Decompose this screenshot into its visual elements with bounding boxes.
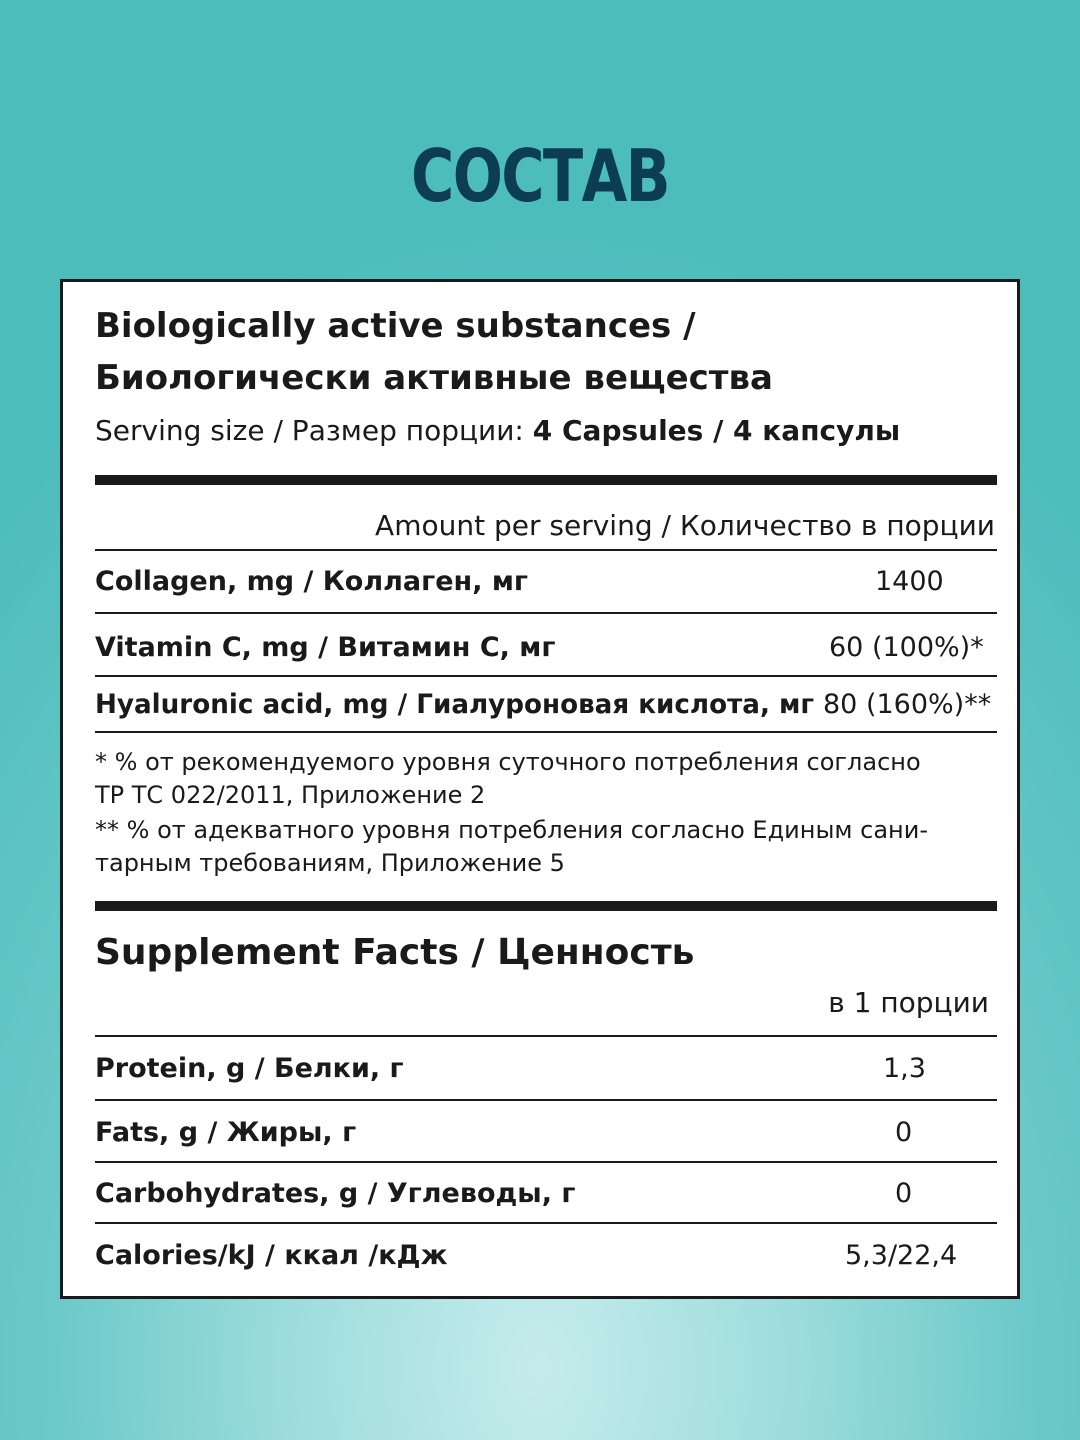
serving-size-value: 4 Capsules / 4 капсулы bbox=[532, 414, 901, 447]
facts-row-value: 0 bbox=[895, 1178, 913, 1209]
bas-row-value: 60 (100%)* bbox=[829, 632, 984, 663]
per-portion-header: в 1 порции bbox=[828, 986, 989, 1019]
bas-row-value: 80 (160%)** bbox=[823, 689, 992, 720]
nutrition-panel bbox=[60, 279, 1020, 1299]
facts-row-value: 0 bbox=[895, 1117, 913, 1148]
footnote-line: * % от рекомендуемого уровня суточного потребления согласно bbox=[95, 748, 921, 776]
page-title: СОСТАВ bbox=[411, 134, 669, 218]
bas-row-label: Collagen, mg / Коллаген, мг bbox=[95, 566, 529, 597]
supplement-facts-heading: Supplement Facts / Ценность bbox=[95, 932, 695, 973]
amount-per-serving-header: Amount per serving / Количество в порции bbox=[375, 509, 995, 542]
footnote-line: ТР ТС 022/2011, Приложение 2 bbox=[95, 781, 486, 809]
footnote-line: ** % от адекватного уровня потребления согласно Единым сани- bbox=[95, 816, 929, 844]
divider bbox=[95, 1161, 997, 1163]
divider-thick bbox=[95, 475, 997, 485]
bas-heading-ru: Биологически активные вещества bbox=[95, 358, 773, 398]
divider bbox=[95, 1035, 997, 1037]
divider bbox=[95, 675, 997, 677]
divider bbox=[95, 549, 997, 551]
serving-size-label: Serving size / Размер порции: bbox=[95, 414, 533, 447]
facts-row-label: Calories/kJ / ккал /кДж bbox=[95, 1240, 448, 1271]
bas-heading-en: Biologically active substances / bbox=[95, 306, 696, 346]
footnote-line: тарным требованиям, Приложение 5 bbox=[95, 849, 565, 877]
facts-row-label: Fats, g / Жиры, г bbox=[95, 1117, 357, 1148]
facts-row-label: Carbohydrates, g / Углеводы, г bbox=[95, 1178, 576, 1209]
divider bbox=[95, 612, 997, 614]
bas-row-value: 1400 bbox=[875, 566, 944, 597]
bas-row-label: Vitamin C, mg / Витамин С, мг bbox=[95, 632, 556, 663]
divider bbox=[95, 1222, 997, 1224]
facts-row-label: Protein, g / Белки, г bbox=[95, 1053, 404, 1084]
serving-size bbox=[95, 414, 900, 448]
facts-row-value: 5,3/22,4 bbox=[845, 1240, 958, 1271]
divider bbox=[95, 731, 997, 733]
divider bbox=[95, 1099, 997, 1101]
facts-row-value: 1,3 bbox=[883, 1053, 926, 1084]
bas-row-label: Hyaluronic acid, mg / Гиалуроновая кислота, мг bbox=[95, 689, 815, 720]
divider-thick bbox=[95, 901, 997, 911]
